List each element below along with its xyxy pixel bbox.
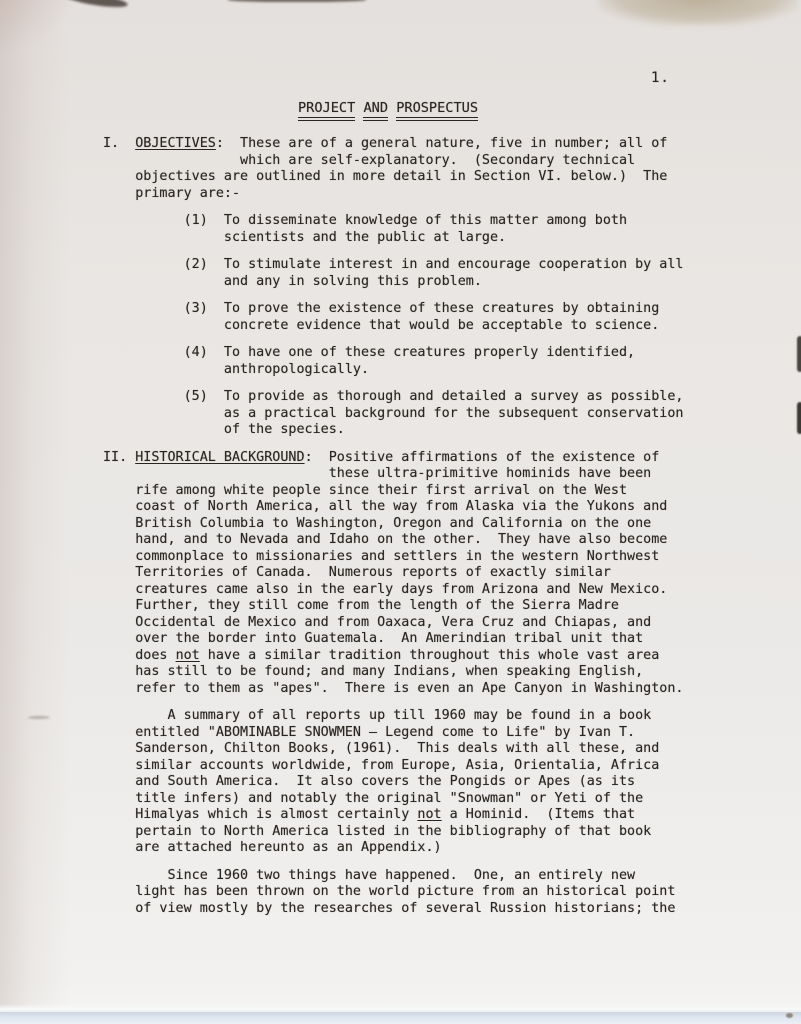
- underlined-text: not: [417, 807, 442, 822]
- text-line: [103, 725, 683, 742]
- text-line: [103, 824, 683, 841]
- text-line: [103, 406, 683, 423]
- text-segment: British Columbia to Washington, Oregon and California on the one: [103, 515, 652, 531]
- text-segment: Since 1960 two things have happened. One, an entirely new: [103, 867, 636, 883]
- text-line: [103, 532, 683, 549]
- text-segment: Sanderson, Chilton Books, (1961). This deals with all these, and: [103, 741, 660, 756]
- text-line: [103, 598, 683, 615]
- text-segment: Territories of Canada. Numerous reports of exactly similar: [103, 565, 611, 580]
- text-line: [103, 450, 683, 467]
- text-segment: hand, and to Nevada and Idaho on the other. They have also become: [103, 532, 668, 547]
- text-line: [103, 213, 683, 230]
- scan-topleft-corner-shadow: [0, 0, 80, 55]
- book-summary: [103, 708, 683, 857]
- text-segment: A summary of all reports up till 1960 may be found in a book: [103, 708, 652, 723]
- text-segment: pertain to North America listed in the bibliography of that book: [103, 823, 652, 839]
- text-segment: creatures came also in the early days from Arizona and New Mexico.: [103, 581, 668, 597]
- underlined-text: OBJECTIVES: [135, 136, 216, 151]
- scan-right-edge-mark: [797, 402, 801, 434]
- scan-left-crease-mark: [28, 716, 50, 719]
- text-segment: commonplace to missionaries and settlers in the western Northwest: [103, 548, 660, 564]
- objective-1: [103, 213, 683, 246]
- text-segment: and South America. It also covers the Pongids or Apes (as its: [103, 774, 636, 789]
- scan-tape-stain: [598, 0, 798, 26]
- document-title: [298, 100, 478, 121]
- text-segment: has still to be found; and many Indians, when speaking English,: [103, 664, 644, 679]
- text-segment: these ultra-primitive hominids have been: [103, 466, 652, 481]
- page-number: 1.: [651, 70, 670, 86]
- text-segment: have a similar tradition throughout this whole vast area: [199, 647, 660, 663]
- objectives-intro: [103, 136, 683, 202]
- text-segment: light has been thrown on the world picture from an historical point: [103, 884, 676, 899]
- text-line: [103, 664, 683, 681]
- text-segment: : These are of a general nature, five in number; all of: [215, 136, 668, 151]
- text-segment: a Hominid. (Items that: [441, 807, 636, 822]
- text-segment: scientists and the public at large.: [103, 229, 507, 245]
- text-segment: primary are:-: [103, 185, 241, 201]
- text-line: [103, 807, 683, 824]
- text-line: [103, 774, 683, 791]
- text-line: [103, 345, 683, 362]
- text-line: [103, 681, 683, 698]
- text-segment: concrete evidence that would be acceptable to science.: [103, 317, 660, 333]
- title-word: PROSPECTUS: [396, 100, 478, 121]
- text-line: [103, 648, 683, 665]
- underlined-text: HISTORICAL BACKGROUND: [135, 449, 305, 465]
- text-segment: objectives are outlined in more detail in Section VI. below.) The: [103, 169, 668, 184]
- text-segment: rife among white people since their first arrival on the West: [103, 482, 628, 498]
- text-line: [103, 758, 683, 775]
- since-1960: [103, 868, 683, 918]
- text-line: [103, 901, 683, 918]
- text-line: [103, 466, 683, 483]
- text-segment: (1) To disseminate knowledge of this matter among both: [103, 213, 628, 228]
- text-line: [103, 186, 683, 203]
- text-line: [103, 741, 683, 758]
- document-body: [103, 136, 683, 928]
- text-line: [103, 257, 683, 274]
- text-segment: which are self-explanatory. (Secondary technical: [103, 152, 636, 168]
- text-line: [103, 230, 683, 247]
- text-segment: (4) To have one of these creatures properly identified,: [103, 345, 636, 360]
- text-line: [103, 868, 683, 885]
- underlined-text: not: [175, 647, 200, 663]
- text-segment: anthropologically.: [103, 361, 370, 377]
- text-segment: of the species.: [103, 422, 345, 437]
- text-segment: coast of North America, all the way from Alaska via the Yukons and: [103, 499, 668, 514]
- text-line: [103, 274, 683, 291]
- scan-bottom-speck: [786, 1013, 793, 1018]
- text-line: [103, 136, 683, 153]
- title-word: PROJECT: [298, 100, 355, 121]
- objective-5: [103, 389, 683, 439]
- text-segment: Further, they still come from the length of the Sierra Madre: [103, 598, 619, 613]
- text-line: [103, 615, 683, 632]
- text-line: [103, 565, 683, 582]
- objective-2: [103, 257, 683, 290]
- text-segment: of view mostly by the researches of several Russion historians; the: [103, 900, 676, 916]
- text-segment: and any in solving this problem.: [103, 273, 482, 289]
- text-segment: entitled "ABOMINABLE SNOWMEN — Legend come to Life" by Ivan T.: [103, 724, 636, 740]
- text-line: [103, 582, 683, 599]
- text-line: [103, 884, 683, 901]
- title-word: AND: [363, 100, 388, 121]
- text-segment: are attached hereunto as an Appendix.): [103, 840, 442, 855]
- objective-3: [103, 301, 683, 334]
- text-line: [103, 708, 683, 725]
- text-line: [103, 791, 683, 808]
- text-line: [103, 389, 683, 406]
- text-segment: title infers) and notably the original "Snowman" or Yeti of the: [103, 790, 644, 806]
- text-segment: I.: [103, 136, 136, 151]
- text-segment: similar accounts worldwide, from Europe, Asia, Orientalia, Africa: [103, 757, 660, 773]
- text-segment: over the border into Guatemala. An Amerindian tribal unit that: [103, 631, 644, 646]
- historical-background: [103, 450, 683, 698]
- text-line: [103, 301, 683, 318]
- text-segment: (2) To stimulate interest in and encourage cooperation by all: [103, 257, 684, 272]
- text-line: [103, 318, 683, 335]
- text-line: [103, 362, 683, 379]
- text-segment: (5) To provide as thorough and detailed a survey as possible,: [103, 389, 684, 404]
- text-line: [103, 499, 683, 516]
- text-line: [103, 631, 683, 648]
- objective-4: [103, 345, 683, 378]
- text-segment: II.: [103, 449, 136, 465]
- text-line: [103, 483, 683, 500]
- text-line: [103, 840, 683, 857]
- text-segment: (3) To prove the existence of these creatures by obtaining: [103, 301, 660, 316]
- text-line: [103, 153, 683, 170]
- text-line: [103, 549, 683, 566]
- scan-bottom-highlight: [0, 1004, 801, 1012]
- text-segment: does: [103, 647, 176, 663]
- scan-bottom-strip: [0, 1012, 801, 1024]
- text-segment: as a practical background for the subsequent conservation: [103, 405, 684, 421]
- text-segment: Occidental de Mexico and from Oaxaca, Vera Cruz and Chiapas, and: [103, 614, 652, 630]
- scan-right-edge-mark: [797, 336, 801, 372]
- text-line: [103, 422, 683, 439]
- text-line: [103, 169, 683, 186]
- text-segment: refer to them as "apes". There is even an Ape Canyon in Washington.: [103, 680, 684, 696]
- text-segment: Himalyas which is almost certainly: [103, 807, 418, 822]
- text-line: [103, 516, 683, 533]
- scan-top-edge-artifact: [228, 0, 366, 2]
- scan-left-shading: [0, 0, 70, 1024]
- text-segment: : Positive affirmations of the existence of: [304, 449, 660, 465]
